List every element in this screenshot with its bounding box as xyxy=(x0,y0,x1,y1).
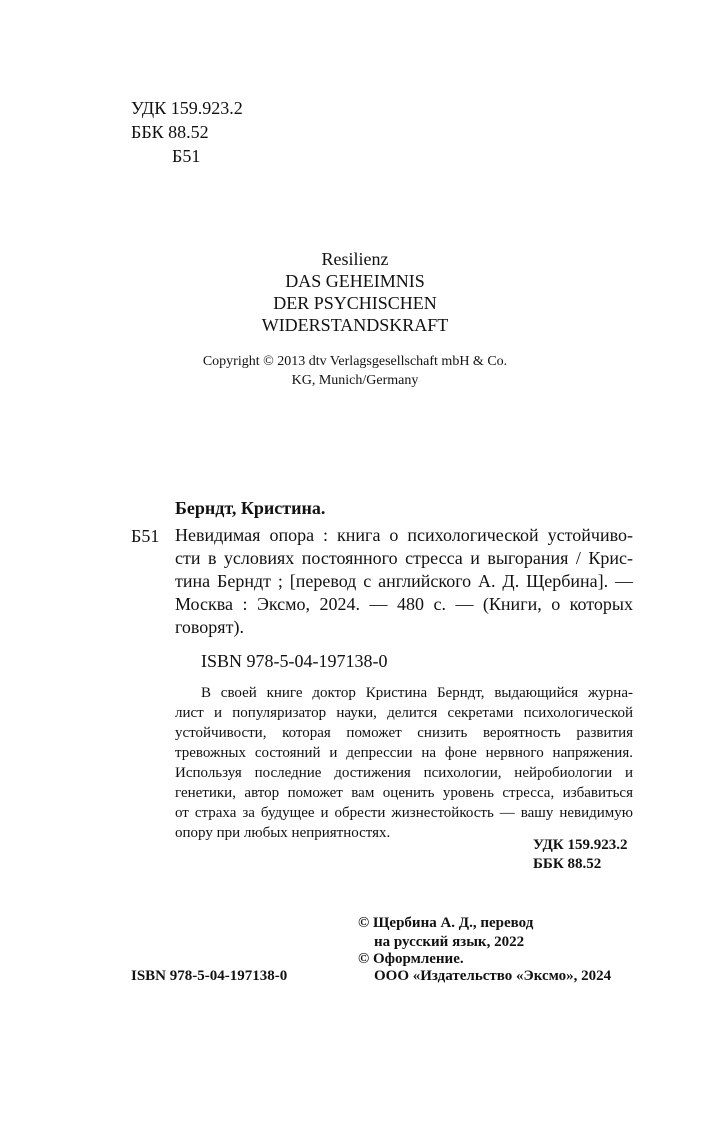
footer-isbn: ISBN 978-5-04-197138-0 xyxy=(131,968,288,984)
copyright-line-2: KG, Munich/Germany xyxy=(291,373,419,388)
bib-author: Берндт, Кристина. xyxy=(175,498,326,518)
bib-code: Б51 xyxy=(131,526,160,546)
original-title-line-2: DAS GEHEIMNIS xyxy=(285,271,425,291)
bib-description xyxy=(175,524,633,639)
original-title-line-4: WIDERSTANDSKRAFT xyxy=(261,315,449,335)
annotation-line: Используя последние достижения психологии, нейробиологии и xyxy=(175,765,633,781)
original-title-line-3: DER PSYCHISCHEN xyxy=(273,293,437,313)
bib-line: тина Берндт ; [перевод с английского А. Д. Щербина]. — xyxy=(175,571,633,591)
annotation-line: лист и популяризатор науки, делится секретами психологической xyxy=(175,705,633,721)
annotation-line: В своей книге доктор Кристина Берндт, выдающийся журна- xyxy=(201,685,633,701)
rights-line-1: © Щербина А. Д., перевод xyxy=(358,915,534,931)
annotation-line: устойчивости, которая поможет снизить вероятность развития xyxy=(175,725,633,741)
bib-line: Москва : Эксмо, 2024. — 480 с. — (Книги, о которых xyxy=(175,594,633,614)
annotation-line: тревожных состояний и депрессии на фоне нервного напряжения. xyxy=(175,745,633,761)
annotation-udk: УДК 159.923.2 xyxy=(533,837,628,853)
udk-code: УДК 159.923.2 xyxy=(131,98,243,118)
rights-line-3: © Оформление. xyxy=(358,951,464,967)
annotation-bbk: ББК 88.52 xyxy=(533,856,602,872)
author-sign-code: Б51 xyxy=(172,146,201,166)
bbk-code: ББК 88.52 xyxy=(131,122,209,142)
annotation xyxy=(175,683,633,843)
bib-isbn: ISBN 978-5-04-197138-0 xyxy=(201,651,388,671)
rights-line-4: ООО «Издательство «Эксмо», 2024 xyxy=(374,968,612,984)
annotation-line: опору при любых неприятностях. xyxy=(175,825,391,841)
rights-line-2: на русский язык, 2022 xyxy=(374,934,525,950)
bib-line: Невидимая опора : книга о психологической устойчиво- xyxy=(175,525,633,545)
copyright-line-1: Copyright © 2013 dtv Verlagsgesellschaft mbH & Co. xyxy=(202,354,508,369)
bib-line: говорят). xyxy=(175,617,244,637)
bib-line: сти в условиях постоянного стресса и выгорания / Крис- xyxy=(175,548,633,568)
annotation-line: генетики, автор поможет вам оценить уровень стресса, избавиться xyxy=(175,785,633,801)
original-title-line-1: Resilienz xyxy=(321,249,389,269)
annotation-line: от страха за будущее и обрести жизнестойкость — вашу невидимую xyxy=(175,805,633,821)
